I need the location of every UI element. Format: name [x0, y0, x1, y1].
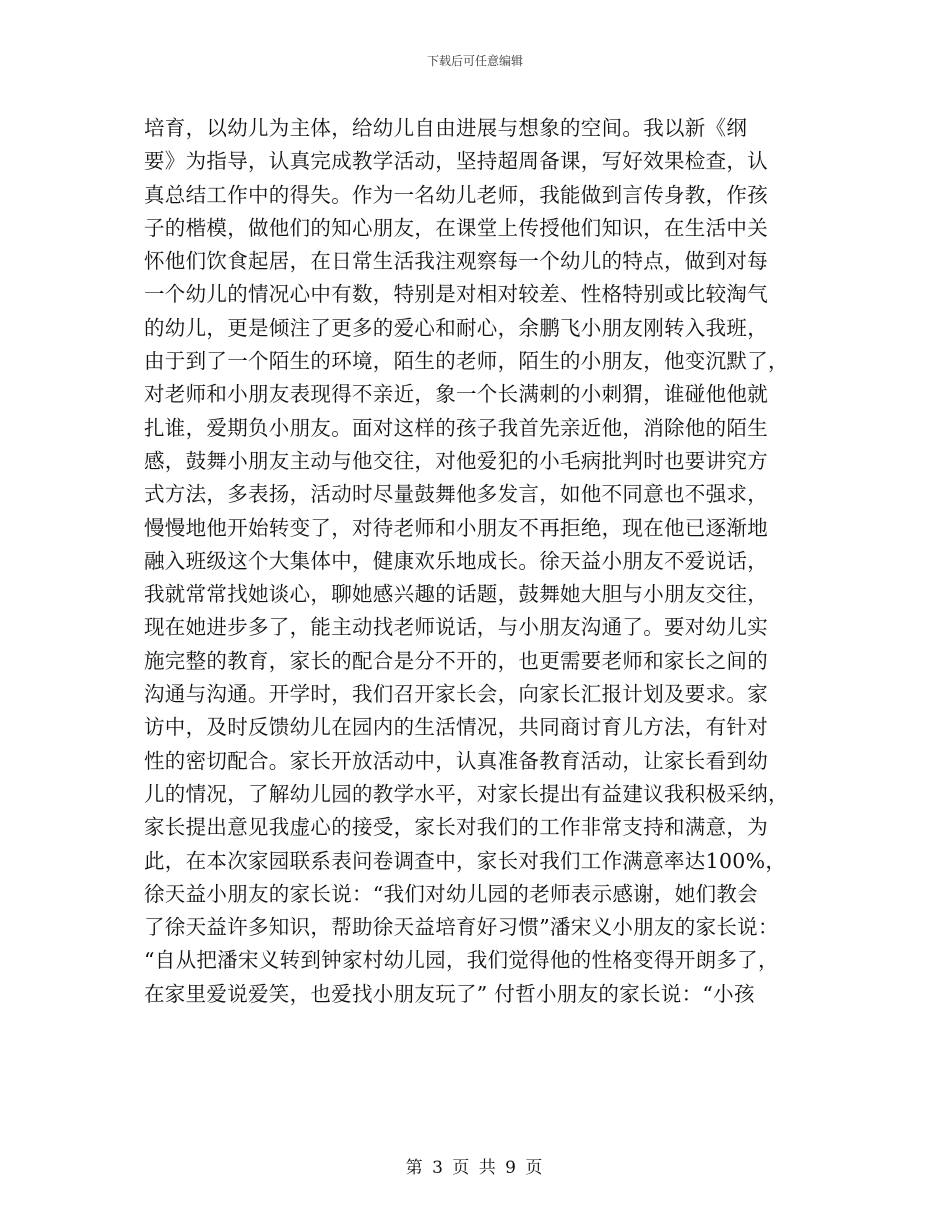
- text-line: 徐天益小朋友的家长说：“我们对幼儿园的老师表示感谢，她们教会: [144, 881, 758, 906]
- text-line: 了徐天益许多知识，帮助徐天益培育好习惯”潘宋义小朋友的家长说：: [144, 915, 779, 940]
- page-footer: 第 3 页 共 9 页: [405, 1158, 545, 1178]
- text-line: “自从把潘宋义转到钟家村幼儿园，我们觉得他的性格变得开朗多了，: [144, 948, 779, 973]
- text-line: 的幼儿，更是倾注了更多的爱心和耐心，余鹏飞小朋友刚转入我班，: [144, 315, 768, 340]
- text-line: 由于到了一个陌生的环境，陌生的老师，陌生的小朋友，他变沉默了，: [144, 349, 789, 374]
- text-line: 现在她进步多了，能主动找老师说话，与小朋友沟通了。要对幼儿实: [144, 615, 768, 640]
- text-line: 扎谁，爱期负小朋友。面对这样的孩子我首先亲近他，消除他的陌生: [144, 415, 768, 440]
- text-line: 融入班级这个大集体中，健康欢乐地成长。徐天益小朋友不爱说话，: [144, 548, 768, 573]
- text-line: 式方法，多表扬，活动时尽量鼓舞他多发言，如他不同意也不强求，: [144, 482, 768, 507]
- text-line: 一个幼儿的情况心中有数，特别是对相对较差、性格特别或比较淘气: [144, 282, 768, 307]
- text-line: 真总结工作中的得失。作为一名幼儿老师，我能做到言传身教，作孩: [144, 182, 768, 207]
- text-line: 培育，以幼儿为主体，给幼儿自由进展与想象的空间。我以新《纲: [144, 116, 748, 140]
- text-line: 对老师和小朋友表现得不亲近，象一个长满刺的小刺猬，谁碰他他就: [144, 382, 768, 407]
- text-line: 访中，及时反馈幼儿在园内的生活情况，共同商讨育儿方法，有针对: [144, 715, 768, 740]
- text-line: 要》为指导，认真完成教学活动，坚持超周备课，写好效果检查，认: [144, 149, 768, 174]
- body-text: [144, 112, 814, 1011]
- text-line: 此，在本次家园联系表问卷调查中，家长对我们工作满意率达100%，: [144, 848, 787, 873]
- text-line: 我就常常找她谈心，聊她感兴趣的话题，鼓舞她大胆与小朋友交往，: [144, 582, 768, 607]
- text-line: 儿的情况，了解幼儿园的教学水平，对家长提出有益建议我积极采纳，: [144, 781, 789, 806]
- text-line: 性的密切配合。家长开放活动中，认真准备教育活动，让家长看到幼: [144, 748, 768, 773]
- text-line: 子的楷模，做他们的知心朋友，在课堂上传授他们知识，在生活中关: [144, 215, 768, 240]
- text-line: 怀他们饮食起居，在日常生活我注观察每一个幼儿的特点，做到对每: [144, 249, 768, 274]
- text-line: 在家里爱说爱笑，也爱找小朋友玩了” 付哲小朋友的家长说：“小孩: [144, 981, 755, 1006]
- text-line: 感，鼓舞小朋友主动与他交往，对他爱犯的小毛病批判时也要讲究方: [144, 448, 768, 473]
- text-line: 家长提出意见我虚心的接受，家长对我们的工作非常支持和满意，为: [144, 815, 768, 840]
- text-line: 慢慢地他开始转变了，对待老师和小朋友不再拒绝，现在他已逐渐地: [144, 515, 768, 540]
- text-line: 施完整的教育，家长的配合是分不开的，也更需要老师和家长之间的: [144, 648, 768, 673]
- text-line: 沟通与沟通。开学时，我们召开家长会，向家长汇报计划及要求。家: [144, 682, 768, 707]
- page-header: 下载后可任意编辑: [426, 54, 523, 68]
